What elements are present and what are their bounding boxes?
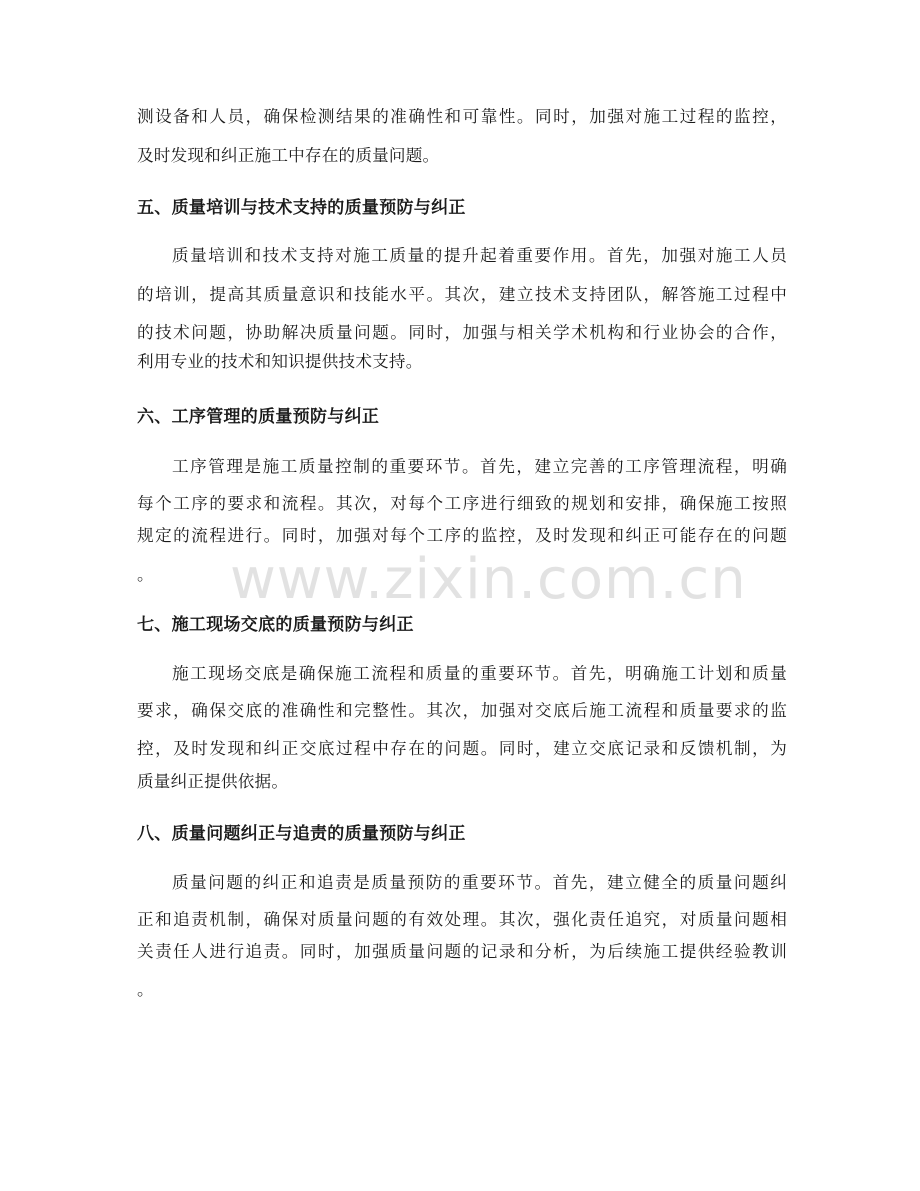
paragraph-line: 质量培训和技术支持对施工质量的提升起着重要作用。首先，加强对施工人员 bbox=[172, 246, 787, 265]
paragraph-line: 。 bbox=[137, 980, 154, 999]
paragraph-line: 的培训，提高其质量意识和技能水平。其次，建立技术支持团队，解答施工过程中 bbox=[137, 285, 787, 304]
paragraph-line: 规定的流程进行。同时，加强对每个工序的监控，及时发现和纠正可能存在的问题 bbox=[137, 526, 787, 545]
paragraph-line: 质量纠正提供依据。 bbox=[137, 772, 289, 791]
paragraph-line: 正和追责机制，确保对质量问题的有效处理。其次，强化责任追究，对质量问题相 bbox=[137, 910, 787, 929]
paragraph-line: 。 bbox=[137, 565, 154, 584]
paragraph-line: 测设备和人员，确保检测结果的准确性和可靠性。同时，加强对施工过程的监控， bbox=[137, 107, 787, 126]
paragraph-line: 利用专业的技术和知识提供技术支持。 bbox=[137, 352, 423, 371]
paragraph-line: 的技术问题，协助解决质量问题。同时，加强与相关学术机构和行业协会的合作， bbox=[137, 323, 787, 342]
paragraph-line: 每个工序的要求和流程。其次，对每个工序进行细致的规划和安排，确保施工按照 bbox=[137, 494, 787, 513]
section-heading: 七、施工现场交底的质量预防与纠正 bbox=[137, 615, 414, 635]
watermark: www.zixin.com.cn bbox=[230, 547, 747, 612]
paragraph-line: 及时发现和纠正施工中存在的质量问题。 bbox=[137, 146, 440, 165]
paragraph-line: 施工现场交底是确保施工流程和质量的重要环节。首先，明确施工计划和质量 bbox=[172, 664, 787, 683]
section-heading: 五、质量培训与技术支持的质量预防与纠正 bbox=[137, 198, 466, 218]
paragraph-line: 控，及时发现和纠正交底过程中存在的问题。同时，建立交底记录和反馈机制，为 bbox=[137, 739, 787, 758]
section-heading: 六、工序管理的质量预防与纠正 bbox=[137, 407, 380, 427]
section-heading: 八、质量问题纠正与追责的质量预防与纠正 bbox=[137, 824, 466, 844]
paragraph-line: 工序管理是施工质量控制的重要环节。首先，建立完善的工序管理流程，明确 bbox=[172, 457, 787, 476]
paragraph-line: 质量问题的纠正和追责是质量预防的重要环节。首先，建立健全的质量问题纠 bbox=[172, 873, 787, 892]
paragraph-line: 关责任人进行追责。同时，加强质量问题的记录和分析，为后续施工提供经验教训 bbox=[137, 942, 787, 961]
paragraph-line: 要求，确保交底的准确性和完整性。其次，加强对交底后施工流程和质量要求的监 bbox=[137, 701, 787, 720]
